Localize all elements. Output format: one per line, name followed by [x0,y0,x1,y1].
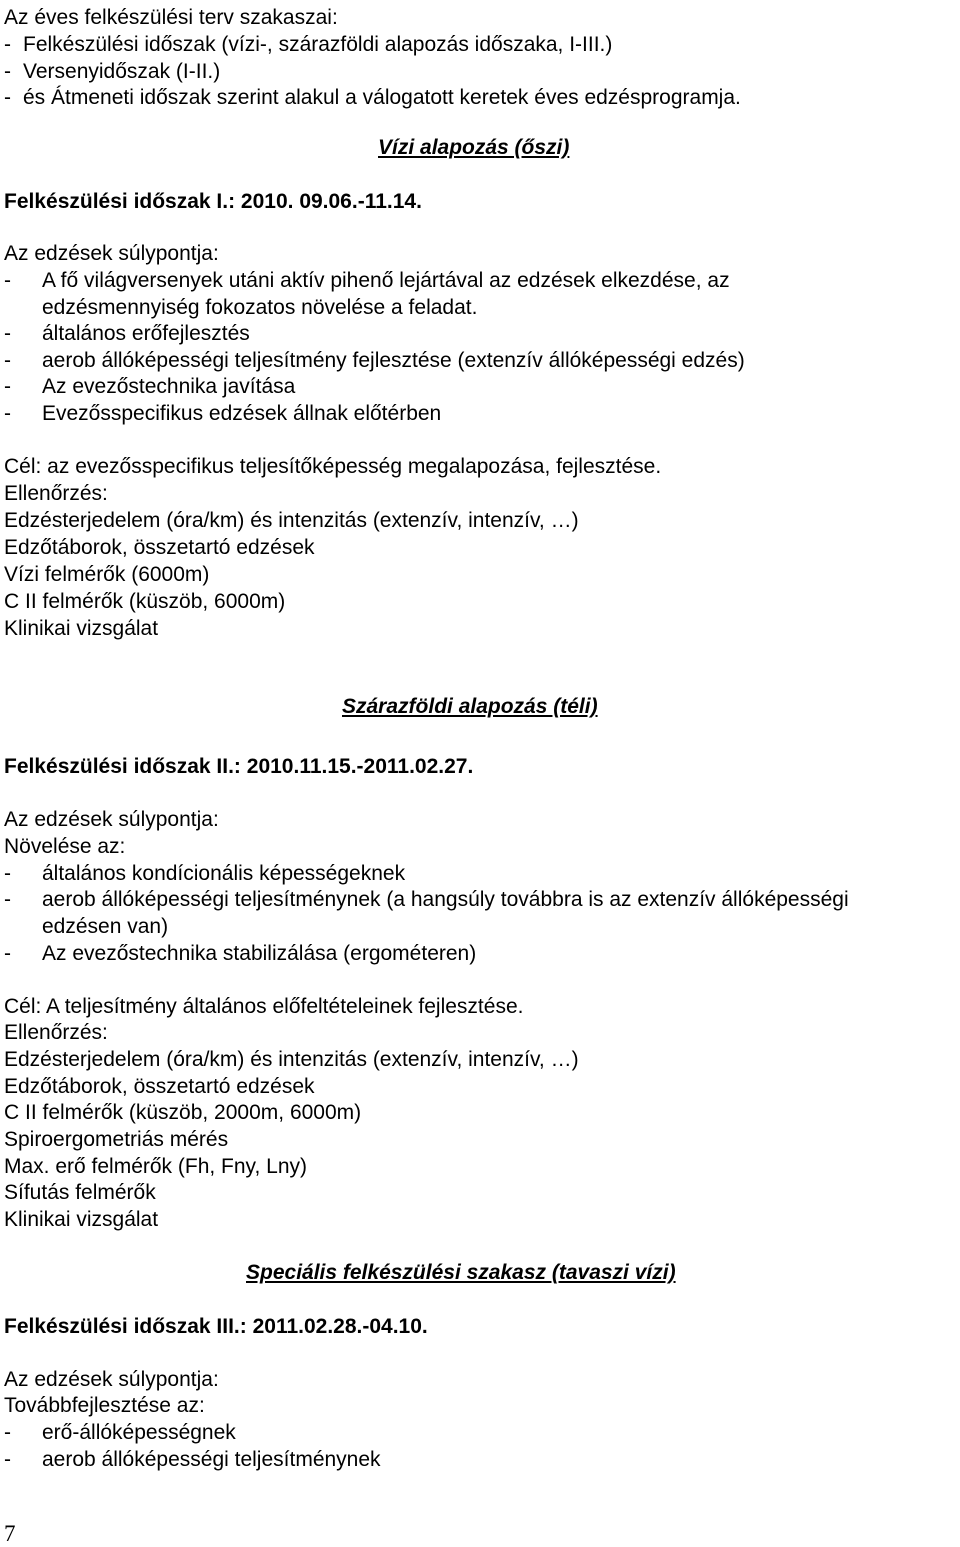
goal-text: Cél: az evezősspecifikus teljesítőképesség megalapozása, fejlesztése. [4,455,662,478]
control-item: Spiroergometriás mérés [4,1128,229,1151]
focus-label: Az edzések súlypontja: [4,242,219,265]
increase-label: Növelése az: [4,835,126,858]
section-heading: Szárazföldi alapozás (téli) [342,695,598,718]
period-title: Felkészülési időszak III.: 2011.02.28.-04.10. [4,1315,428,1338]
focus-label: Az edzések súlypontja: [4,1368,219,1391]
control-item: C II felmérők (küszöb, 2000m, 6000m) [4,1101,362,1124]
control-label: Ellenőrzés: [4,482,108,505]
control-item: Vízi felmérők (6000m) [4,563,210,586]
control-item: Edzőtáborok, összetartó edzések [4,1075,315,1098]
control-item: C II felmérők (küszöb, 6000m) [4,590,286,613]
goal-text: Cél: A teljesítmény általános előfeltételeinek fejlesztése. [4,995,524,1018]
section-heading: Vízi alapozás (őszi) [378,136,570,159]
control-label: Ellenőrzés: [4,1021,108,1044]
section-heading: Speciális felkészülési szakasz (tavaszi vízi) [246,1261,676,1284]
focus-label: Az edzések súlypontja: [4,808,219,831]
intro-title: Az éves felkészülési terv szakaszai: [4,6,338,29]
page-number: 7 [4,1521,16,1546]
control-item: Max. erő felmérők (Fh, Fny, Lny) [4,1155,308,1178]
period-title: Felkészülési időszak I.: 2010. 09.06.-11.14. [4,190,422,213]
control-item: Edzésterjedelem (óra/km) és intenzitás (extenzív, intenzív, …) [4,1048,579,1071]
control-item: Klinikai vizsgálat [4,617,159,640]
control-item: Edzésterjedelem (óra/km) és intenzitás (extenzív, intenzív, …) [4,509,579,532]
control-item: Edzőtáborok, összetartó edzések [4,536,315,559]
further-label: Továbbfejlesztése az: [4,1394,205,1417]
period-title: Felkészülési időszak II.: 2010.11.15.-2011.02.27. [4,755,474,778]
control-item: Sífutás felmérők [4,1181,156,1204]
control-item: Klinikai vizsgálat [4,1208,159,1231]
